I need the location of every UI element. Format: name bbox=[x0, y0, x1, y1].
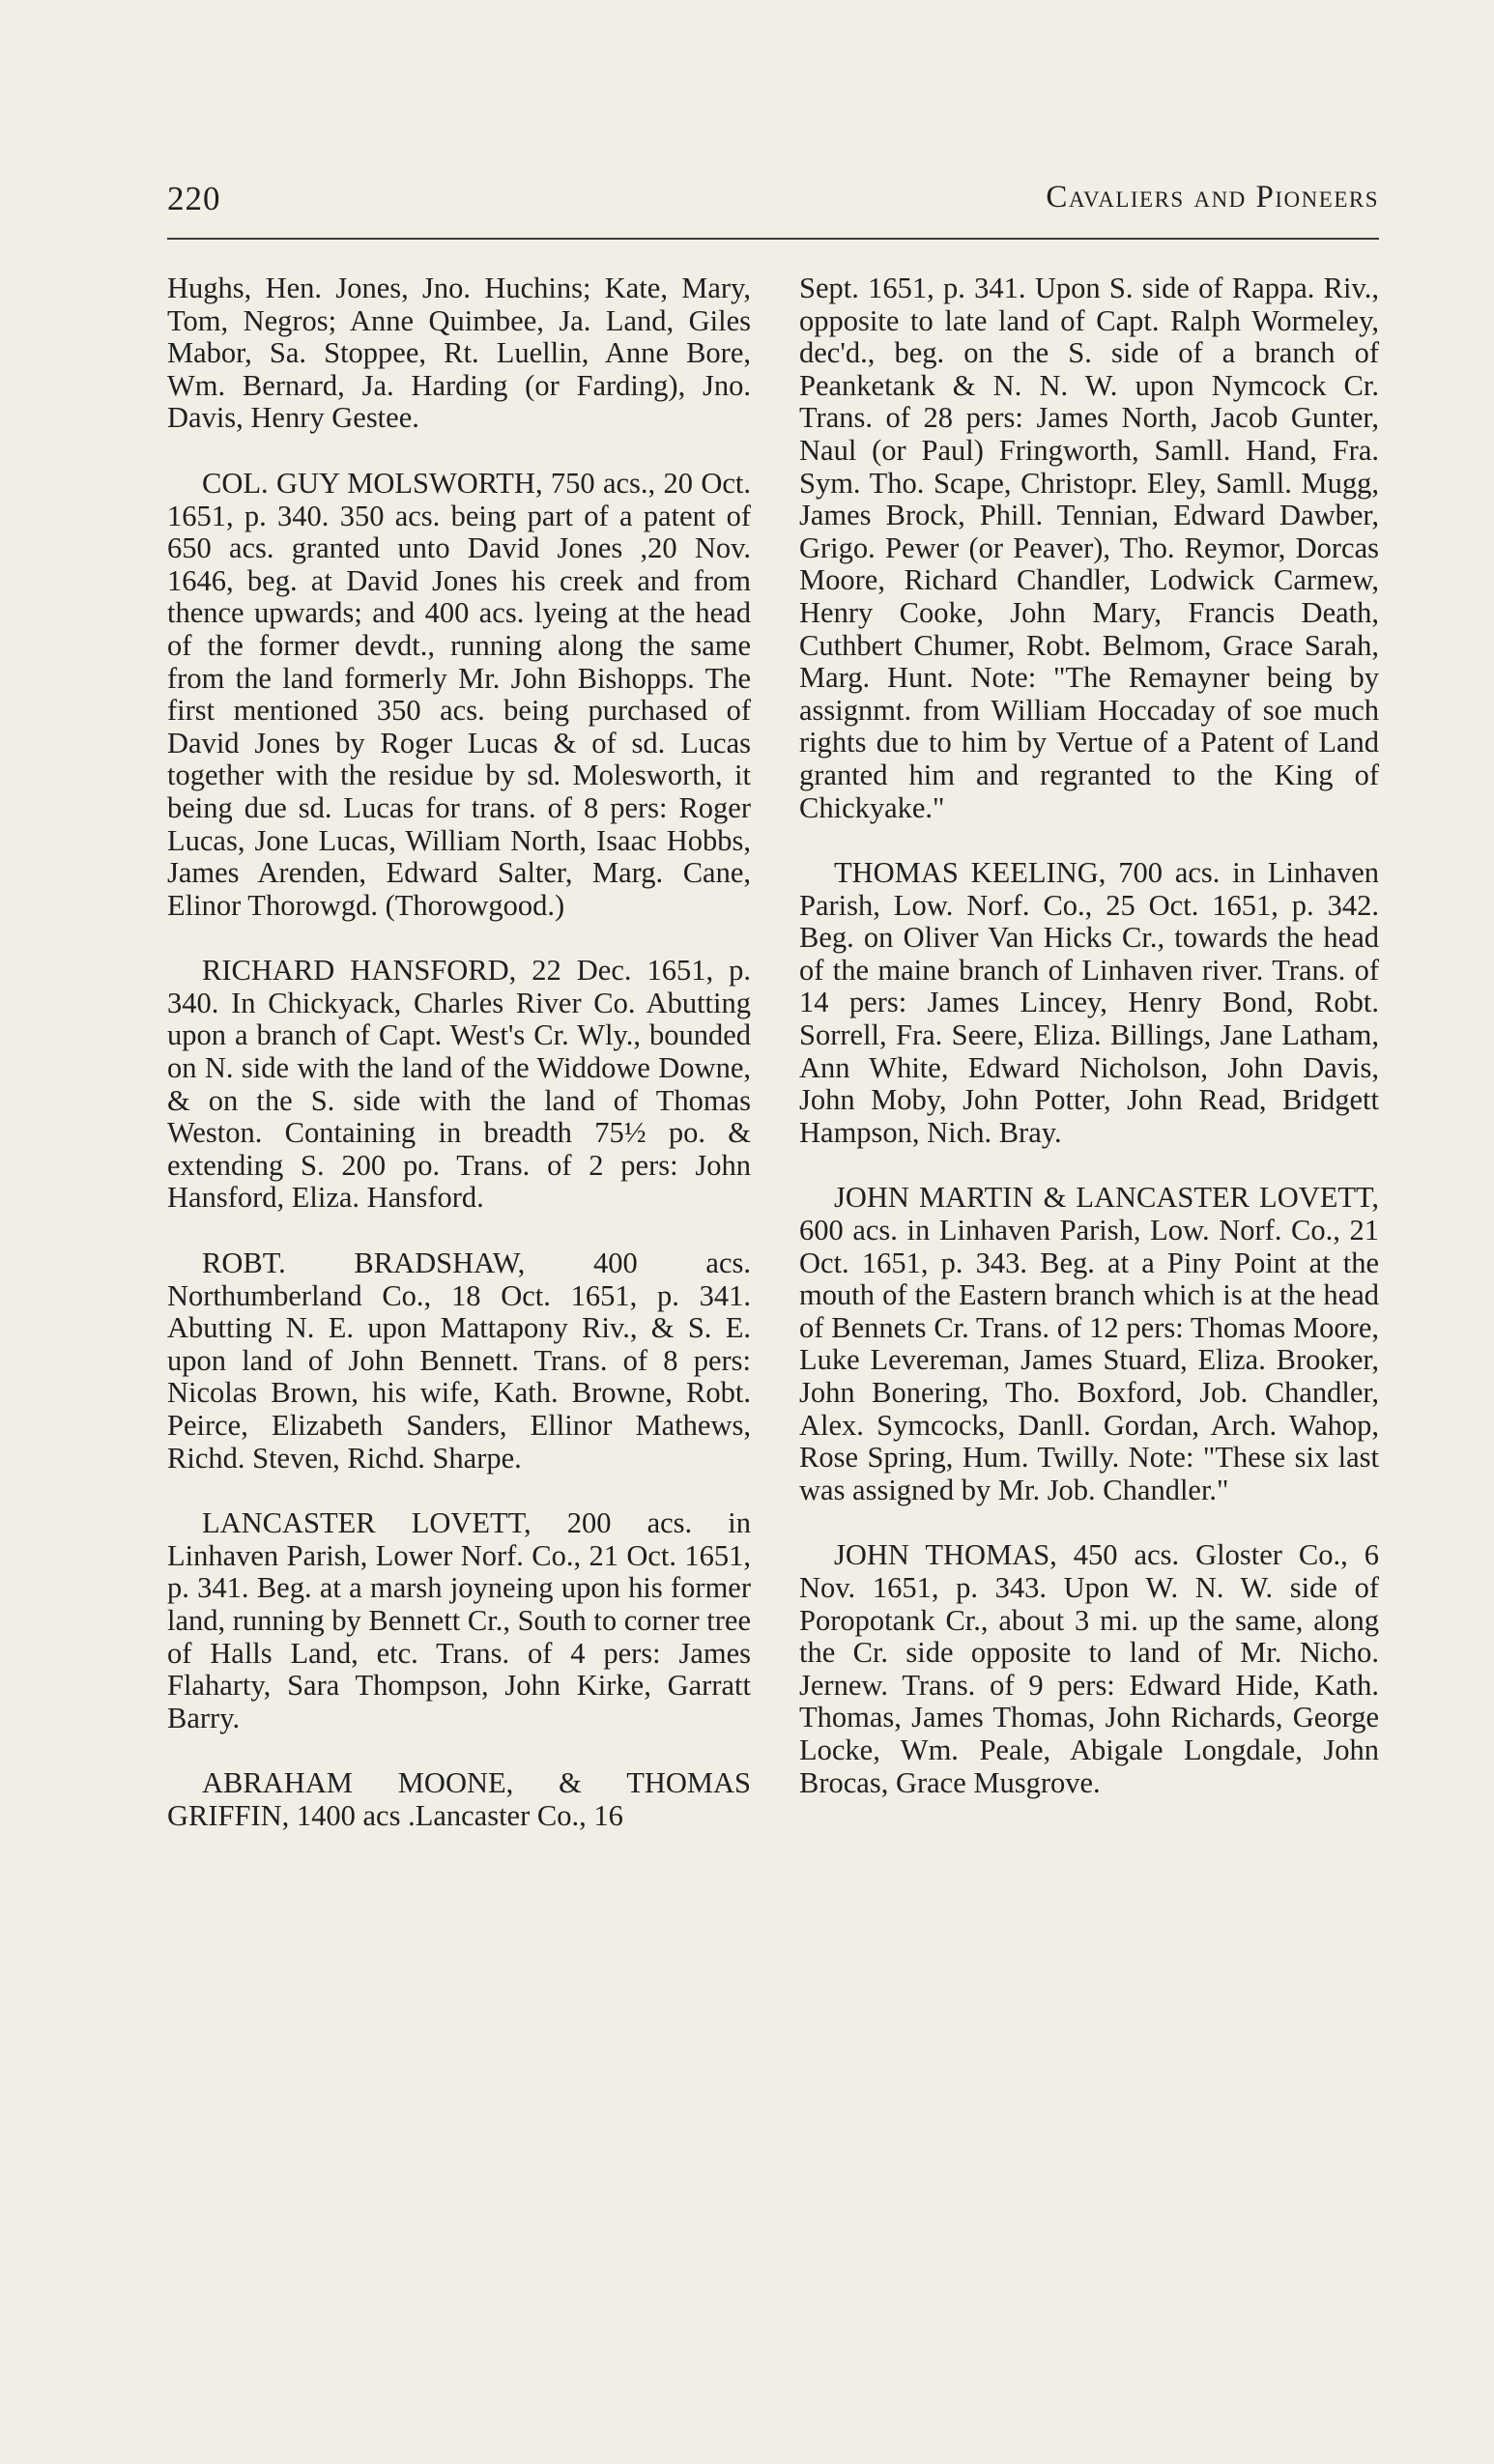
page-header bbox=[167, 180, 1379, 240]
running-title: Cavaliers and Pioneers bbox=[1046, 180, 1379, 215]
entry-abraham-moone: ABRAHAM MOONE, & THOMAS GRIFFIN, 1400 acs .Lancaster Co., 16 bbox=[167, 1766, 751, 1832]
entry-guy-molsworth: COL. GUY MOLSWORTH, 750 acs., 20 Oct. 1651, p. 340. 350 acs. being part of a patent of 650 acs. granted unto David Jones ,20 Nov. 1646, beg. at David Jones his creek and from thence upwards; and 400 acs. lyeing at the head of the former devdt., running along the same from the land formerly Mr. John Bishopps. The first mentioned 350 acs. being purchased of David Jones by Roger Lucas & of sd. Lucas together with the residue by sd. Molesworth, it being due sd. Lucas for trans. of 8 pers: Roger Lucas, Jone Lucas, William North, Isaac Hobbs, James Arenden, Edward Salter, Marg. Cane, Elinor Thorowgd. (Thorowgood.) bbox=[167, 466, 751, 922]
page-number: 220 bbox=[167, 180, 221, 217]
left-column bbox=[167, 272, 751, 1866]
entry-john-martin: JOHN MARTIN & LANCASTER LOVETT, 600 acs. in Linhaven Parish, Low. Norf. Co., 21 Oct. 1651, p. 343. Beg. at a Piny Point at the mouth of the Eastern branch which is at the head of Bennets Cr. Trans. of 12 pers: Thomas Moore, Luke Levereman, James Stuard, Eliza. Brooker, John Bonering, Tho. Boxford, Job. Chandler, Alex. Symcocks, Danll. Gordan, Arch. Wahop, Rose Spring, Hum. Twilly. Note: "These six last was assigned by Mr. Job. Chandler." bbox=[799, 1181, 1379, 1506]
entry-richard-hansford: RICHARD HANSFORD, 22 Dec. 1651, p. 340. In Chickyack, Charles River Co. Abutting upon a branch of Capt. West's Cr. Wly., bounded on N. side with the land of the Widdowe Downe, & on the S. side with the land of Thomas Weston. Containing in breadth 75½ po. & extending S. 200 po. Trans. of 2 pers: John Hansford, Eliza. Hansford. bbox=[167, 954, 751, 1215]
entry-john-thomas: JOHN THOMAS, 450 acs. Gloster Co., 6 Nov. 1651, p. 343. Upon W. N. W. side of Poropotank Cr., about 3 mi. up the same, along the Cr. side opposite to land of Mr. Nicho. Jernew. Trans. of 9 pers: Edward Hide, Kath. Thomas, James Thomas, John Richards, George Locke, Wm. Peale, Abigale Longdale, John Brocas, Grace Musgrove. bbox=[799, 1538, 1379, 1799]
entry-abraham-moone-continued: Sept. 1651, p. 341. Upon S. side of Rappa. Riv., opposite to late land of Capt. Ralph Wormeley, dec'd., beg. on the S. side of a branch of Peanketank & N. N. W. upon Nymcock Cr. Trans. of 28 pers: James North, Jacob Gunter, Naul (or Paul) Fringworth, Samll. Hand, Fra. Sym. Tho. Scape, Christopr. Eley, Samll. Mugg, James Brock, Phill. Tennian, Edward Dawber, Grigo. Pewer (or Peaver), Tho. Reymor, Dorcas Moore, Richard Chandler, Lodwick Carmew, Henry Cooke, John Mary, Francis Death, Cuthbert Chumer, Robt. Belmom, Grace Sarah, Marg. Hunt. Note: "The Remayner being by assignmt. from William Hoccaday of soe much rights due to him by Vertue of a Patent of Land granted him and regranted to the King of Chickyake." bbox=[799, 272, 1379, 824]
entry-continuation: Hughs, Hen. Jones, Jno. Huchins; Kate, Mary, Tom, Negros; Anne Quimbee, Ja. Land, Giles Mabor, Sa. Stoppee, Rt. Luellin, Anne Bore, Wm. Bernard, Ja. Harding (or Farding), Jno. Davis, Henry Gestee. bbox=[167, 272, 751, 435]
right-column bbox=[799, 272, 1379, 1832]
entry-robt-bradshaw: ROBT. BRADSHAW, 400 acs. Northumberland Co., 18 Oct. 1651, p. 341. Abutting N. E. upon Mattapony Riv., & S. E. upon land of John Bennett. Trans. of 8 pers: Nicolas Brown, his wife, Kath. Browne, Robt. Peirce, Elizabeth Sanders, Ellinor Mathews, Richd. Steven, Richd. Sharpe. bbox=[167, 1246, 751, 1475]
entry-thomas-keeling: THOMAS KEELING, 700 acs. in Linhaven Parish, Low. Norf. Co., 25 Oct. 1651, p. 342. Beg. on Oliver Van Hicks Cr., towards the head of the maine branch of Linhaven river. Trans. of 14 pers: James Lincey, Henry Bond, Robt. Sorrell, Fra. Seere, Eliza. Billings, Jane Latham, Ann White, Edward Nicholson, John Davis, John Moby, John Potter, John Read, Bridgett Hampson, Nich. Bray. bbox=[799, 856, 1379, 1149]
entry-lancaster-lovett: LANCASTER LOVETT, 200 acs. in Linhaven Parish, Lower Norf. Co., 21 Oct. 1651, p. 341. Beg. at a marsh joyneing upon his former land, running by Bennett Cr., South to corner tree of Halls Land, etc. Trans. of 4 pers: James Flaharty, Sara Thompson, John Kirke, Garratt Barry. bbox=[167, 1506, 751, 1734]
